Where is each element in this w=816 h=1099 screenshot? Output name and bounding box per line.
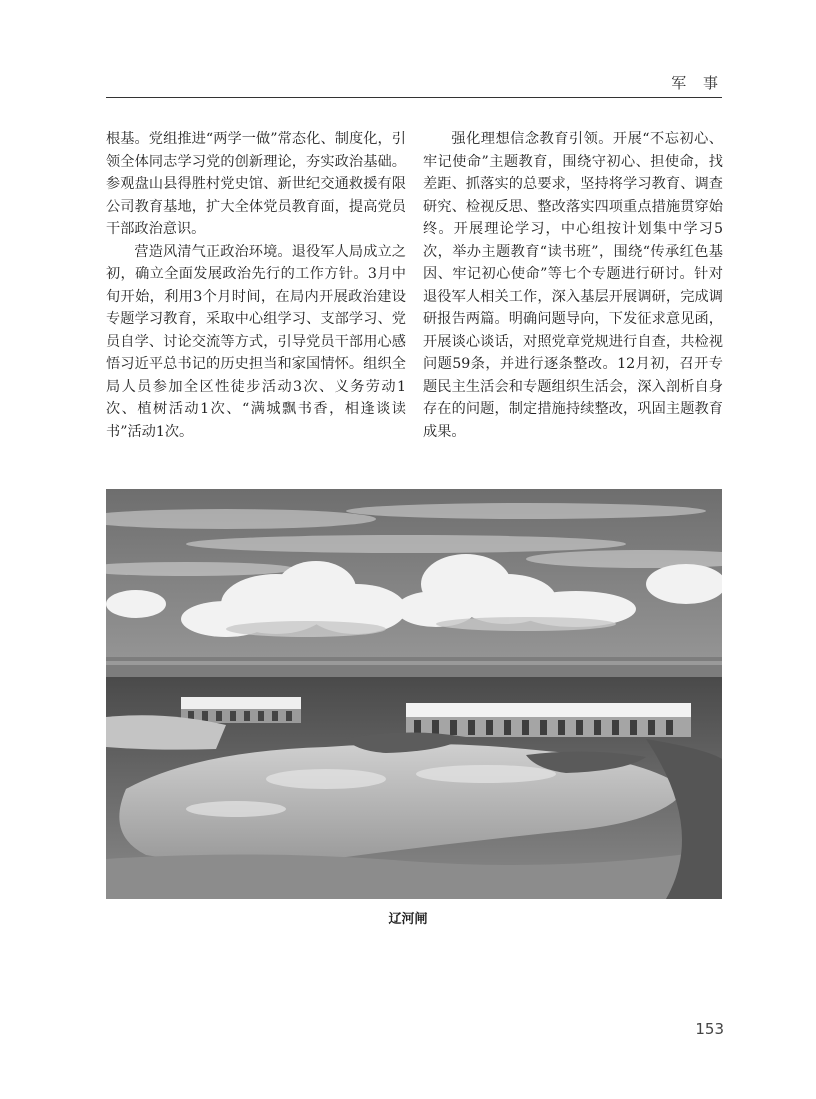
right-text-column bbox=[423, 128, 723, 443]
header-rule bbox=[106, 97, 722, 98]
running-header-section: 军 事 bbox=[671, 74, 724, 92]
left-paragraph-1: 根基。党组推进“两学一做”常态化、制度化，引领全体同志学习党的创新理论，夯实政治基础。参观盘山县得胜村党史馆、新世纪交通救援有限公司教育基地，扩大全体党员教育面，提高党员干部政治意识。 bbox=[106, 131, 406, 237]
photo-caption: 辽河闸 bbox=[388, 912, 428, 927]
right-paragraph-1: 强化理想信念教育引领。开展“不忘初心、牢记使命”主题教育，围绕守初心、担使命，找差距、抓落实的总要求，坚持将学习教育、调查研究、检视反思、整改落实四项重点措施贯穿始终。开展理论学习，中心组按计划集中学习5次，举办主题教育“读书班”，围绕“传承红色基因、牢记初心使命”等七个专题进行研讨。针对退役军人相关工作，深入基层开展调研，完成调研报告两篇。明确问题导向，下发征求意见函，开展谈心谈话，对照党章党规进行自查，共检视问题59条，并进行逐条整改。12月初，召开专题民主生活会和专题组织生活会，深入剖析自身存在的问题，制定措施持续整改，巩固主题教育成果。 bbox=[423, 131, 723, 440]
left-paragraph-2: 营造风清气正政治环境。退役军人局成立之初，确立全面发展政治先行的工作方针。3月中旬开始，利用3个月时间，在局内开展政治建设专题学习教育，采取中心组学习、支部学习、党员自学、讨论交流等方式，引导党员干部用心感悟习近平总书记的历史担当和家国情怀。组织全局人员参加全区性徒步活动3次、义务劳动1次、植树活动1次、“满城飘书香，相逢谈读书”活动1次。 bbox=[106, 243, 406, 440]
liaohe-sluice-photo bbox=[106, 489, 722, 899]
page-number: 153 bbox=[695, 1020, 724, 1038]
left-text-column bbox=[106, 128, 406, 443]
